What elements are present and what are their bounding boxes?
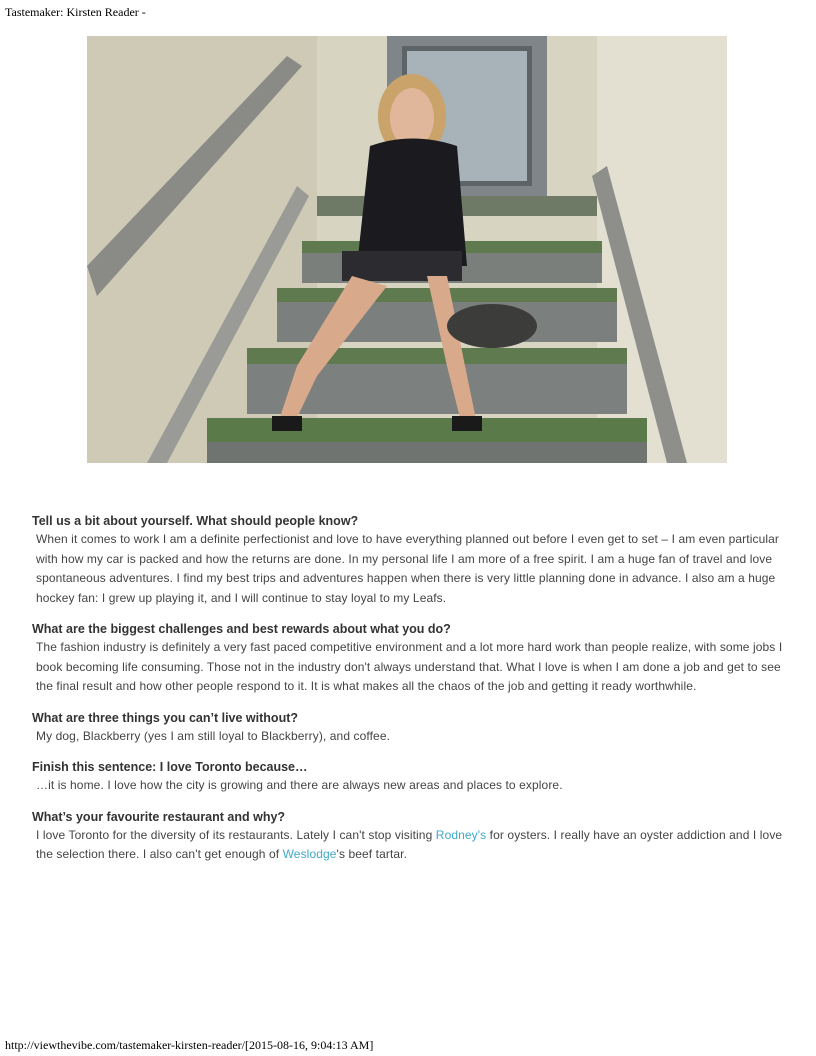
question-heading: Finish this sentence: I love Toronto because… [32,760,308,774]
qa-item [32,709,784,747]
question-heading: What are the biggest challenges and best rewards about what you do? [32,622,451,636]
answer-text: My dog, Blackberry (yes I am still loyal to Blackberry), and coffee. [36,728,391,743]
answer-text: The fashion industry is definitely a very fast paced competitive environment and a lot more hard work than people realize, with some jobs I book becoming life consuming. Those not in the industry don't always understand that. What I love is when I am done a job and get to see the final result and how other people respond to it. It is what makes all the chaos of the job and getting it ready worthwhile. [36,640,783,693]
rodneys-link[interactable]: Rodney's [435,827,487,842]
stairwell-photo-illustration [87,36,727,463]
interview-content [32,512,784,877]
answer-segment: 's beef tartar. [336,847,408,861]
weslodge-link[interactable]: Weslodge [282,847,337,861]
portrait-photo [87,36,727,463]
page-footer-url: http://viewthevibe.com/tastemaker-kirsten-reader/[2015-08-16, 9:04:13 AM] [5,1038,374,1052]
question-heading: What are three things you can’t live without? [32,710,298,725]
page-header-title: Tastemaker: Kirsten Reader - [5,5,146,19]
answer-segment: for oysters. I really have an oyster addiction and I love the selection there. I also can't get enough of [36,827,783,861]
question-heading: What’s your favourite restaurant and why? [32,809,286,824]
answer-text: …it is home. I love how the city is growing and there are always new areas and places to explore. [36,778,563,792]
qa-item [32,808,784,865]
answer-text [32,826,784,865]
qa-item [32,758,784,796]
qa-item [32,620,784,697]
answer-text: When it comes to work I am a definite perfectionist and love to have everything planned out before I even get to set – I am even particular with how my car is packed and how the returns are done. In my personal life I am more of a free spirit. I am a huge fan of travel and love spontaneous adventures. I find my best trips and adventures happen when there is very little planning done in advance. I also am a huge hockey fan: I grew up playing it, and I will continue to stay loyal to my Leafs. [36,532,779,605]
question-heading: Tell us a bit about yourself. What should people know? [32,514,359,528]
answer-segment: I love Toronto for the diversity of its restaurants. Lately I can't stop visiting [36,827,436,842]
qa-item [32,512,784,608]
